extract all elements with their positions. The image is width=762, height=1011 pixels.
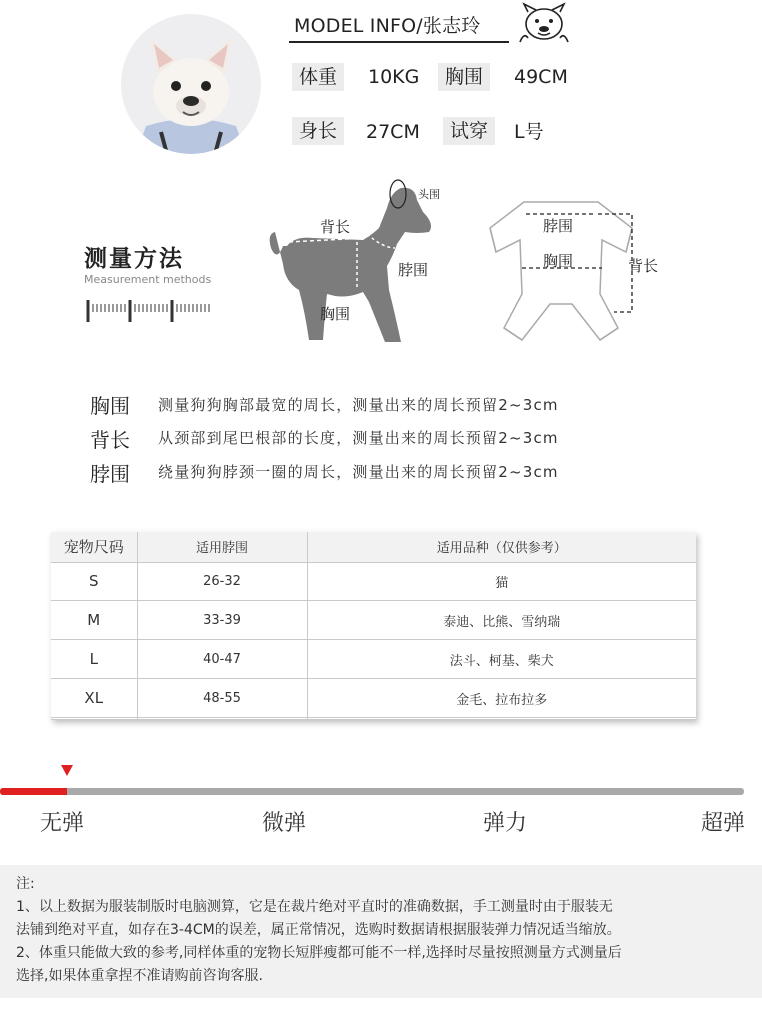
breed-cell: 猫: [307, 562, 696, 601]
tryon-value: L号: [514, 121, 544, 143]
measure-method-title: 测量方法: [84, 246, 184, 272]
header-neck-range: 适用脖围: [137, 532, 307, 562]
elasticity-fill: [0, 788, 67, 795]
notes-line: 2、体重只能做大致的参考,同样体重的宠物长短胖瘦都可能不一样,选择时尽量按照测量方式测量后: [16, 945, 622, 961]
elasticity-label-super: 超弹: [701, 811, 746, 836]
notes-line: 法铺到绝对平直，如存在3-4CM的误差，属正常情况，选购时数据请根据服装弹力情况适当缩放。: [16, 922, 621, 938]
size-cell: L: [51, 640, 137, 679]
weight-label: 体重: [292, 63, 344, 91]
def-text-back: 从颈部到尾巴根部的长度，测量出来的周长预留2~3cm: [158, 429, 559, 447]
size-cell: XL: [51, 679, 137, 718]
def-term-back: 背长: [90, 428, 130, 452]
table-row: [51, 640, 696, 679]
breed-cell: 泰迪、比熊、雪纳瑞: [307, 601, 696, 640]
suit-chest-label: 胸围: [543, 252, 574, 270]
table-row: [51, 679, 696, 718]
title-underline: [289, 41, 509, 43]
dog-neck-label: 脖围: [398, 261, 429, 279]
elasticity-marker-icon: [61, 765, 73, 776]
def-text-chest: 测量狗狗胸部最宽的周长，测量出来的周长预留2~3cm: [158, 396, 559, 414]
table-row: [51, 718, 696, 720]
elasticity-label-elastic: 弹力: [483, 811, 528, 836]
notes-line: 选择,如果体重拿捏不准请购前咨询客服.: [16, 968, 263, 984]
breed-cell: [307, 718, 696, 720]
elasticity-label-none: 无弹: [40, 811, 85, 836]
neck-cell: 40-47: [137, 640, 307, 679]
model-info-title: MODEL INFO/张志玲: [294, 15, 481, 37]
table-row: [51, 562, 696, 601]
size-cell: M: [51, 601, 137, 640]
neck-cell: 48-55: [137, 679, 307, 718]
header-breeds: 适用品种（仅供参考）: [307, 532, 696, 562]
weight-value: 10KG: [368, 66, 420, 88]
chest-label: 胸围: [438, 63, 490, 91]
dog-chest-label: 胸围: [320, 305, 351, 323]
def-text-neck: 绕量狗狗脖颈一圈的周长，测量出来的周长预留2~3cm: [158, 463, 559, 481]
breed-cell: 法斗、柯基、柴犬: [307, 640, 696, 679]
table-header-row: [51, 532, 696, 562]
tryon-label: 试穿: [443, 117, 495, 145]
bulldog-logo-icon: [514, 2, 574, 48]
notes-box: [0, 865, 762, 998]
def-term-neck: 脖围: [90, 462, 130, 486]
dog-back-label: 背长: [320, 218, 351, 236]
breed-cell: 金毛、拉布拉多: [307, 679, 696, 718]
neck-cell: [137, 718, 307, 720]
table-row: [51, 601, 696, 640]
ruler-icon: [84, 296, 214, 326]
notes-line: 1、以上数据为服装制版时电脑测算，它是在裁片绝对平直时的准确数据，手工测量时由于服装无: [16, 899, 613, 915]
neck-cell: 26-32: [137, 562, 307, 601]
dog-head-label: 头围: [418, 188, 440, 201]
elasticity-label-slight: 微弹: [262, 811, 307, 836]
suit-back-label: 背长: [628, 257, 659, 275]
chest-value: 49CM: [514, 66, 568, 88]
size-chart-table: [51, 532, 696, 720]
model-dog-photo: [121, 14, 261, 154]
elasticity-track: [0, 788, 744, 795]
measure-method-subtitle: Measurement methods: [84, 273, 212, 286]
neck-cell: 33-39: [137, 601, 307, 640]
size-cell: [51, 718, 137, 720]
length-label: 身长: [292, 117, 344, 145]
suit-neck-label: 脖围: [543, 217, 574, 235]
size-cell: S: [51, 562, 137, 601]
length-value: 27CM: [366, 121, 420, 143]
def-term-chest: 胸围: [90, 394, 130, 418]
header-pet-size: 宠物尺码: [51, 532, 137, 562]
notes-heading: 注:: [16, 876, 35, 892]
